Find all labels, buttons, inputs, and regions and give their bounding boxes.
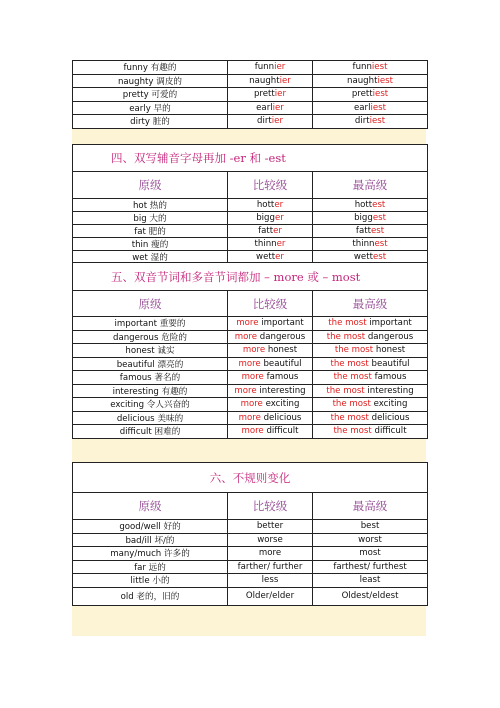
base-cell [73,101,228,115]
chinese-meaning: 湿的 [150,253,168,263]
comparative-suffix: er [274,213,284,223]
chinese-meaning: 诚实 [157,346,175,357]
superlative-cell [313,199,428,212]
table-more-most [72,262,428,439]
chinese-meaning: 有趣的 [150,63,177,74]
adjective: delicious [263,412,302,423]
comparative-cell [228,225,313,238]
superlative-cell [313,560,428,574]
superlative-cell [313,357,428,371]
base-word: interesting [112,386,159,397]
table-row [73,560,428,574]
superlative-cell [313,398,428,412]
comparative-cell [228,344,313,358]
header-base: 原级 [73,172,228,199]
base-word: naughty [117,76,154,87]
base-cell [73,330,228,344]
base-cell [73,384,228,398]
comparative-suffix: ier [274,89,287,100]
more-prefix: more [236,318,259,329]
comparative-stem: thinn [254,239,277,249]
superlative-cell [313,61,428,75]
chinese-meaning: 危险的 [161,332,187,343]
base-cell [73,199,228,212]
adjective: difficult [266,426,299,437]
comparative-suffix: er [274,200,284,210]
comparative-cell [228,115,313,129]
base-cell [73,74,228,88]
base-word: exciting [110,400,145,411]
table-row [73,398,428,412]
adjective: interesting [367,385,414,396]
table-row [73,61,428,75]
comparative-stem: fatt [258,226,274,236]
comparative-cell [228,330,313,344]
comparative-form: worse [257,534,283,545]
table-row [73,425,428,439]
comparative-form: more [258,548,282,559]
table-row [73,115,428,129]
header-base: 原级 [73,291,228,317]
superlative-suffix: est [374,239,388,249]
header-superlative: 最高级 [313,493,428,520]
superlative-cell [313,587,428,605]
comparative-suffix: ier [274,62,286,73]
table-row [73,317,428,331]
table-row [73,371,428,385]
more-prefix: more [238,358,261,369]
comparative-stem: bigg [256,213,275,223]
superlative-form: best [360,521,380,532]
adjective: honest [267,345,298,356]
superlative-cell [313,115,428,129]
superlative-cell [313,520,428,534]
superlative-cell [313,101,428,115]
comparative-suffix: ier [279,75,291,86]
superlative-cell [313,533,428,547]
superlative-cell [313,238,428,251]
chinese-meaning: 困难的 [154,427,181,438]
table-irregular [72,462,428,606]
comparative-cell [228,371,313,385]
table-row [73,587,428,605]
table-row [73,225,428,238]
comparative-cell [228,212,313,225]
base-word: pretty [122,90,149,101]
comparative-cell [228,384,313,398]
table-row [73,411,428,425]
chinese-meaning: 好的 [163,522,181,533]
comparative-suffix: er [276,239,286,249]
chinese-meaning: 瘦的 [151,240,169,250]
table-row [73,199,428,212]
table-row [73,330,428,344]
adjective: famous [374,372,407,383]
base-word: bad/ill [125,535,152,546]
superlative-form: farthest/ furthest [333,561,407,572]
adjective: delicious [371,412,410,423]
comparative-stem: earl [256,102,273,113]
adjective: exciting [373,399,408,410]
superlative-suffix: iest [371,62,388,73]
base-word: dangerous [113,332,159,343]
superlative-cell [313,344,428,358]
superlative-cell [313,574,428,588]
comparative-suffix: er [273,226,282,236]
superlative-stem: dirt [354,116,370,127]
adjective: famous [266,372,299,383]
header-comparative: 比较级 [228,172,313,199]
superlative-suffix: iest [377,75,393,86]
base-cell [73,411,228,425]
table-row [73,74,428,88]
the-most-prefix: the most [334,345,374,356]
base-cell [73,88,228,102]
base-cell [73,61,228,75]
chinese-meaning: 重要的 [159,319,186,330]
superlative-stem: earl [353,102,371,113]
base-cell [73,317,228,331]
superlative-stem: funn [352,62,372,73]
base-cell [73,398,228,412]
superlative-stem: wett [353,252,373,262]
comparative-cell [228,101,313,115]
superlative-cell [313,371,428,385]
header-comparative: 比较级 [228,291,313,317]
the-most-prefix: the most [330,412,369,423]
comparative-suffix: er [275,252,284,262]
superlative-cell [313,74,428,88]
comparative-suffix: ier [272,102,284,113]
chinese-meaning: 美味的 [157,413,184,424]
the-most-prefix: the most [330,358,369,369]
table-row [73,238,428,251]
comparative-cell [228,61,313,75]
table-row [73,357,428,371]
base-word: delicious [116,413,155,424]
superlative-form: least [359,575,381,586]
the-most-prefix: the most [328,318,367,329]
table-row [73,574,428,588]
comparative-form: Older/elder [245,591,295,601]
comparative-cell [228,533,313,547]
superlative-stem: prett [351,89,373,100]
adjective: honest [375,345,406,356]
comparative-stem: hott [256,200,275,210]
base-word: beautiful [116,359,155,370]
superlative-form: worst [358,534,382,545]
more-prefix: more [238,412,261,423]
superlative-cell [313,88,428,102]
comparative-stem: dirt [257,116,272,127]
chinese-meaning: 大的 [149,214,167,224]
comparative-cell [228,587,313,605]
adjective: beautiful [371,358,410,369]
superlative-stem: naught [347,75,378,86]
superlative-suffix: est [372,252,387,262]
the-most-prefix: the most [333,426,372,437]
base-cell [73,533,228,547]
comparative-cell [228,88,313,102]
the-most-prefix: the most [333,372,372,383]
comparative-cell [228,425,313,439]
chinese-meaning: 老的，旧的 [136,592,180,602]
adjective: important [369,318,412,329]
superlative-suffix: est [372,213,386,223]
base-cell [73,371,228,385]
superlative-stem: fatt [355,226,371,236]
adjective: dangerous [367,331,414,342]
base-cell [73,560,228,574]
adjective: beautiful [263,358,302,369]
chinese-meaning: 可爱的 [151,90,178,101]
comparative-form: better [256,521,284,532]
base-cell [73,344,228,358]
adjective: dangerous [259,331,306,342]
adjective: exciting [265,399,300,410]
comparative-cell [228,560,313,574]
more-prefix: more [242,345,266,356]
base-word: early [129,103,151,114]
table-row [73,533,428,547]
table-row [73,101,428,115]
more-prefix: more [241,372,264,383]
table-row [73,520,428,534]
base-word: thin [131,240,149,250]
base-word: honest [125,346,155,357]
comparative-cell [228,199,313,212]
comparative-cell [228,547,313,561]
table-double-consonant [72,144,428,264]
base-cell [73,587,228,605]
table-row [73,547,428,561]
chinese-meaning: 有趣的 [161,386,188,397]
base-word: dirty [130,117,150,128]
chinese-meaning: 漂亮的 [157,359,184,370]
superlative-cell [313,384,428,398]
more-prefix: more [241,426,264,437]
comparative-cell [228,574,313,588]
comparative-form: farther/ further [237,561,303,572]
comparative-stem: prett [253,89,275,100]
section-title: 四、双写辅音字母再加 -er 和 -est [73,145,428,172]
header-superlative: 最高级 [313,291,428,317]
base-cell [73,212,228,225]
table-y-to-ier [72,60,428,129]
section-title: 五、双音节词和多音节词都加 – more 或 – most [73,263,428,291]
base-word: hot [132,201,148,211]
comparative-cell [228,238,313,251]
more-prefix: more [240,399,263,410]
base-cell [73,547,228,561]
superlative-suffix: iest [372,89,389,100]
chinese-meaning: 调皮的 [156,76,183,87]
chinese-meaning: 热的 [149,201,167,211]
base-word: many/much [110,549,162,560]
base-word: old [120,592,134,602]
base-word: wet [132,253,148,263]
chinese-meaning: 著名的 [154,373,181,384]
chinese-meaning: 许多的 [164,549,190,560]
base-word: far [134,562,146,573]
superlative-suffix: iest [370,102,386,113]
more-prefix: more [234,385,257,396]
comparative-stem: wett [256,252,276,262]
adjective: difficult [374,426,407,437]
superlative-cell [313,212,428,225]
superlative-suffix: iest [369,116,386,127]
base-cell [73,425,228,439]
table-row [73,212,428,225]
base-word: funny [123,63,148,74]
comparative-cell [228,411,313,425]
base-cell [73,520,228,534]
superlative-stem: hott [354,200,373,210]
chinese-meaning: 肥的 [148,227,166,237]
section-title: 六、不规则变化 [73,463,428,493]
comparative-cell [228,74,313,88]
adjective: interesting [259,385,306,396]
header-comparative: 比较级 [228,493,313,520]
chinese-meaning: 早的 [153,103,171,114]
comparative-suffix: ier [271,116,283,127]
table-row [73,88,428,102]
the-most-prefix: the most [326,331,366,342]
comparative-stem: funn [254,62,275,73]
base-word: fat [134,227,146,237]
comparative-form: less [261,575,279,586]
base-word: big [133,214,147,224]
the-most-prefix: the most [326,385,365,396]
header-superlative: 最高级 [313,172,428,199]
base-word: difficult [119,427,152,438]
base-cell [73,238,228,251]
base-word: famous [119,373,152,384]
chinese-meaning: 小的 [152,576,170,587]
comparative-cell [228,398,313,412]
the-most-prefix: the most [332,399,371,410]
superlative-form: Oldest/eldest [341,591,399,601]
superlative-cell [313,317,428,331]
chinese-meaning: 远的 [148,562,166,573]
superlative-cell [313,225,428,238]
base-cell [73,115,228,129]
base-word: little [130,576,150,587]
chinese-meaning: 脏的 [152,117,170,128]
base-cell [73,357,228,371]
superlative-suffix: est [370,226,385,236]
chinese-meaning: 坏/的 [154,535,175,546]
superlative-cell [313,425,428,439]
base-word: good/well [119,522,161,533]
chinese-meaning: 令人兴奋的 [146,400,190,411]
base-cell [73,574,228,588]
base-word: important [114,319,157,330]
table-row [73,344,428,358]
superlative-suffix: est [372,200,386,210]
superlative-cell [313,330,428,344]
superlative-form: most [359,548,381,559]
base-cell [73,225,228,238]
table-row [73,384,428,398]
comparative-cell [228,357,313,371]
superlative-stem: thinn [352,239,375,249]
comparative-cell [228,317,313,331]
comparative-cell [228,520,313,534]
comparative-stem: naught [249,75,280,86]
superlative-cell [313,547,428,561]
adjective: important [261,318,304,329]
superlative-cell [313,411,428,425]
more-prefix: more [234,331,258,342]
superlative-stem: bigg [354,213,373,223]
header-base: 原级 [73,493,228,520]
